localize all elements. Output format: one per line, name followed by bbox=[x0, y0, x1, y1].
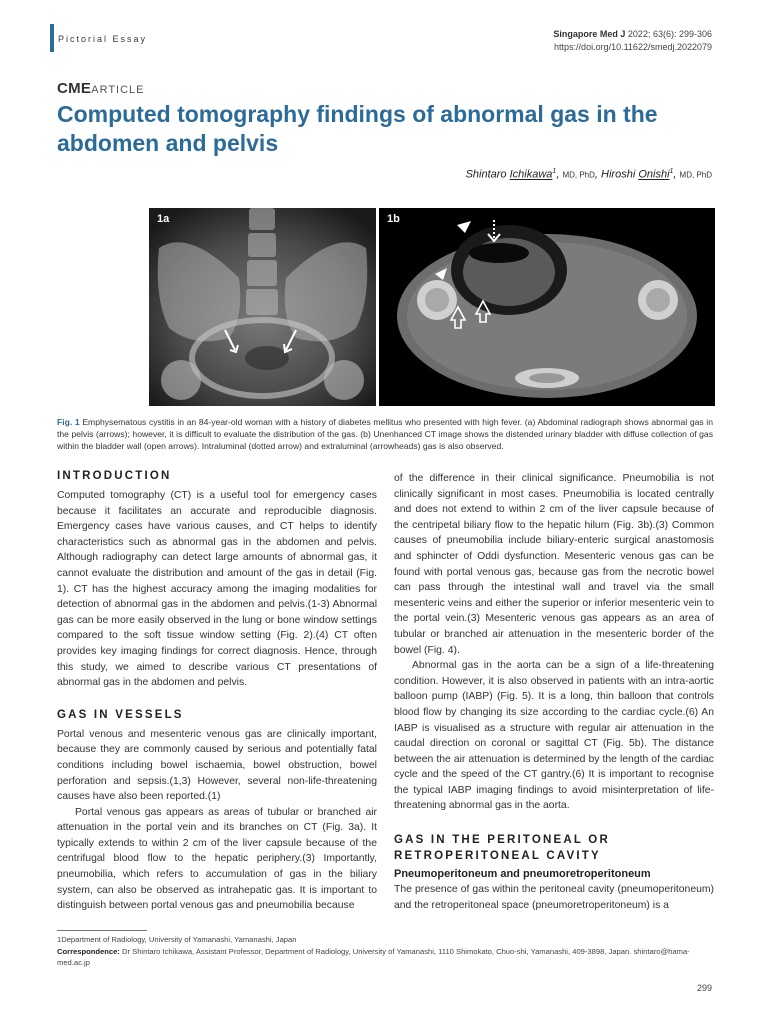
right-paragraph-1: of the difference in their clinical significance. Pneumobilia is not clinically significant in most cases. Pneumobilia is located centrally and does not extend to within 2 cm of the liver capsule because of the centripetal biliary flow to the hepatic hilum (Fig. 3b).(3) Common causes of pneumobilia include biliary-enteric surgical anastomosis and sphincter of Oddi dysfunction. Mesenteric venous gas can be found with portal venous gas, because gas from the necrotic bowel can pass through the intestinal wall and travel via the small mesenteric veins and either the superior or inferior mesenteric vein to the portal vein.(3) Mesenteric venous gas appears as an area of tubular or branched air attenuation in the mesenteric border of the bowel (Fig. 4). bbox=[394, 473, 714, 656]
page-number: 299 bbox=[696, 983, 712, 993]
gas-in-vessels-paragraph-1: Portal venous and mesenteric venous gas are clinically important, because they are commonly caused by serious and potentially fatal conditions including bowel ischaemia, bowel obstruction, bowel perforation and sepsis.(1,3) However, several non-life-threatening causes have also been reported.(1) bbox=[57, 728, 377, 803]
article-type-prefix: CME bbox=[57, 80, 92, 97]
footnote-affiliation: 1Department of Radiology, University of Yamanashi, Yamanashi, Japan bbox=[57, 935, 297, 944]
author-2-degrees: MD, PhD bbox=[679, 170, 712, 180]
journal-info bbox=[553, 28, 712, 54]
figure-1a-label: 1a bbox=[157, 213, 170, 225]
right-column bbox=[394, 471, 714, 913]
footnote-correspondence bbox=[57, 946, 717, 968]
heading-gas-in-vessels: GAS IN VESSELS bbox=[57, 708, 184, 721]
introduction-body bbox=[57, 488, 377, 691]
figure-1b-ct bbox=[379, 208, 715, 406]
radiograph-image bbox=[149, 208, 376, 406]
journal-citation: 2022; 63(6): 299-306 bbox=[627, 29, 712, 39]
heading-peritoneal-line-2: RETROPERITONEAL CAVITY bbox=[394, 850, 601, 863]
heading-introduction: INTRODUCTION bbox=[57, 470, 172, 482]
figure-1a-radiograph bbox=[149, 208, 376, 406]
right-column-body bbox=[394, 471, 714, 814]
right-paragraph-2: Abnormal gas in the aorta can be a sign of a life-threatening condition. However, it is also observed in patients with an intra-aortic balloon pump (IABP) (Fig. 5). It is a long, thin balloon that controls blood flow by changing its size according to the cardiac cycle.(6) An IABP is visualised as a structure with regular air attenuation in the caudal direction on coronal or sagittal CT (Fig. 5b). The distance between the air attenuation is determined by the length of the cardiac cycle and the speed of the CT gantry.(6) It is important to recognise the typical IABP imaging findings to avoid misinterpretation of life-threatening abnormal gas in the aorta. bbox=[394, 660, 714, 812]
left-column bbox=[57, 470, 377, 914]
correspondence-text: Dr Shintaro Ichikawa, Assistant Professor, Department of Radiology, University of Yamanashi, 1110 Shimokato, Chuo-shi, Yamanashi, 409-3898, Japan. bbox=[122, 947, 632, 956]
author-2-family: Onishi bbox=[638, 168, 670, 181]
footnote-rule bbox=[57, 930, 147, 931]
figure-1b-label: 1b bbox=[387, 213, 400, 225]
figure-1-caption bbox=[57, 416, 713, 452]
peritoneal-paragraph: The presence of gas within the peritoneal cavity (pneumoperitoneum) and the retroperitoneal space (pneumoretroperitoneum) is a bbox=[394, 884, 714, 911]
heading-peritoneal-line-1: GAS IN THE PERITONEAL OR bbox=[394, 834, 610, 847]
correspondence-email[interactable]: shintaro@hama-med.ac.jp bbox=[57, 947, 690, 967]
author-1-given: Shintaro bbox=[465, 168, 507, 181]
subheading-pneumoperitoneum: Pneumoperitoneum and pneumoretroperitoneum bbox=[394, 868, 651, 881]
gas-in-vessels-body bbox=[57, 727, 377, 914]
heading-peritoneal bbox=[394, 832, 714, 864]
author-line: Shintaro Ichikawa$^1$, MD, PhD, Hiroshi Onishi$^1$, MD, PhD bbox=[465, 168, 712, 181]
doi-link[interactable]: https://doi.org/10.11622/smedj.2022079 bbox=[554, 42, 712, 52]
author-1-mark: 1 bbox=[552, 168, 557, 175]
section-label: Pictorial Essay bbox=[58, 34, 148, 44]
author-2-mark: 1 bbox=[669, 168, 674, 175]
caption-label: Fig. 1 bbox=[57, 417, 80, 427]
article-type bbox=[57, 80, 145, 97]
introduction-paragraph: Computed tomography (CT) is a useful tool for emergency cases because it facilitates an accurate and reproducible diagnosis. Emergency cases have various causes, and CT helps to identify characteristics such as abnormal gas in the abdomen and pelvis. Although radiography can detect large amounts of abnormal gas, it cannot evaluate the distribution and amount of the gas in detail (Fig. 1). CT has the highest accuracy among the imaging modalities for detection of abnormal gas in the abdomen and pelvis.(1-3) Abnormal gas can be more easily observed in the lung or bone window settings compared to the soft tissue window setting (Fig. 2).(4) CT often provides key imaging findings for correct diagnosis. Hence, through this study, we aimed to describe various CT presentations of abnormal gas in the abdomen and pelvis. bbox=[57, 490, 377, 689]
article-type-suffix: ARTICLE bbox=[91, 84, 145, 96]
correspondence-label: Correspondence: bbox=[57, 947, 120, 956]
journal-name: Singapore Med J bbox=[553, 29, 626, 39]
peritoneal-body bbox=[394, 882, 714, 913]
gas-in-vessels-paragraph-2: Portal venous gas appears as areas of tubular or branched air attenuation in the portal vein and its branches on CT (Fig. 3a). It typically extends to within 2 cm of the liver capsule because of the centrifugal blood flow to the hepatic periphery.(3) Importantly, pneumobilia, which refers to accumulation of gas in the biliary system, can also be observed as intrahepatic gas. It is important to distinguish between portal venous gas and pneumobilia because bbox=[57, 806, 377, 912]
section-bar bbox=[50, 24, 54, 52]
caption-text: Emphysematous cystitis in an 84-year-old woman with a history of diabetes mellitus who presented with high fever. (a) Abdominal radiograph shows abnormal gas in the pelvis (arrows); however, it is difficult to evaluate the distribution of the gas. (b) Unenhanced CT image shows the distended urinary bladder with diffuse collection of gas within the bladder wall (open arrows). Intraluminal (dotted arrow) and extraluminal (arrowheads) gas is also observed. bbox=[57, 417, 713, 451]
article-title: Computed tomography findings of abnormal gas in the abdomen and pelvis bbox=[57, 101, 658, 156]
author-1-degrees: MD, PhD bbox=[562, 170, 595, 180]
ct-image bbox=[379, 208, 715, 406]
author-1-family: Ichikawa bbox=[509, 168, 553, 181]
author-2-given: Hiroshi bbox=[601, 168, 636, 181]
